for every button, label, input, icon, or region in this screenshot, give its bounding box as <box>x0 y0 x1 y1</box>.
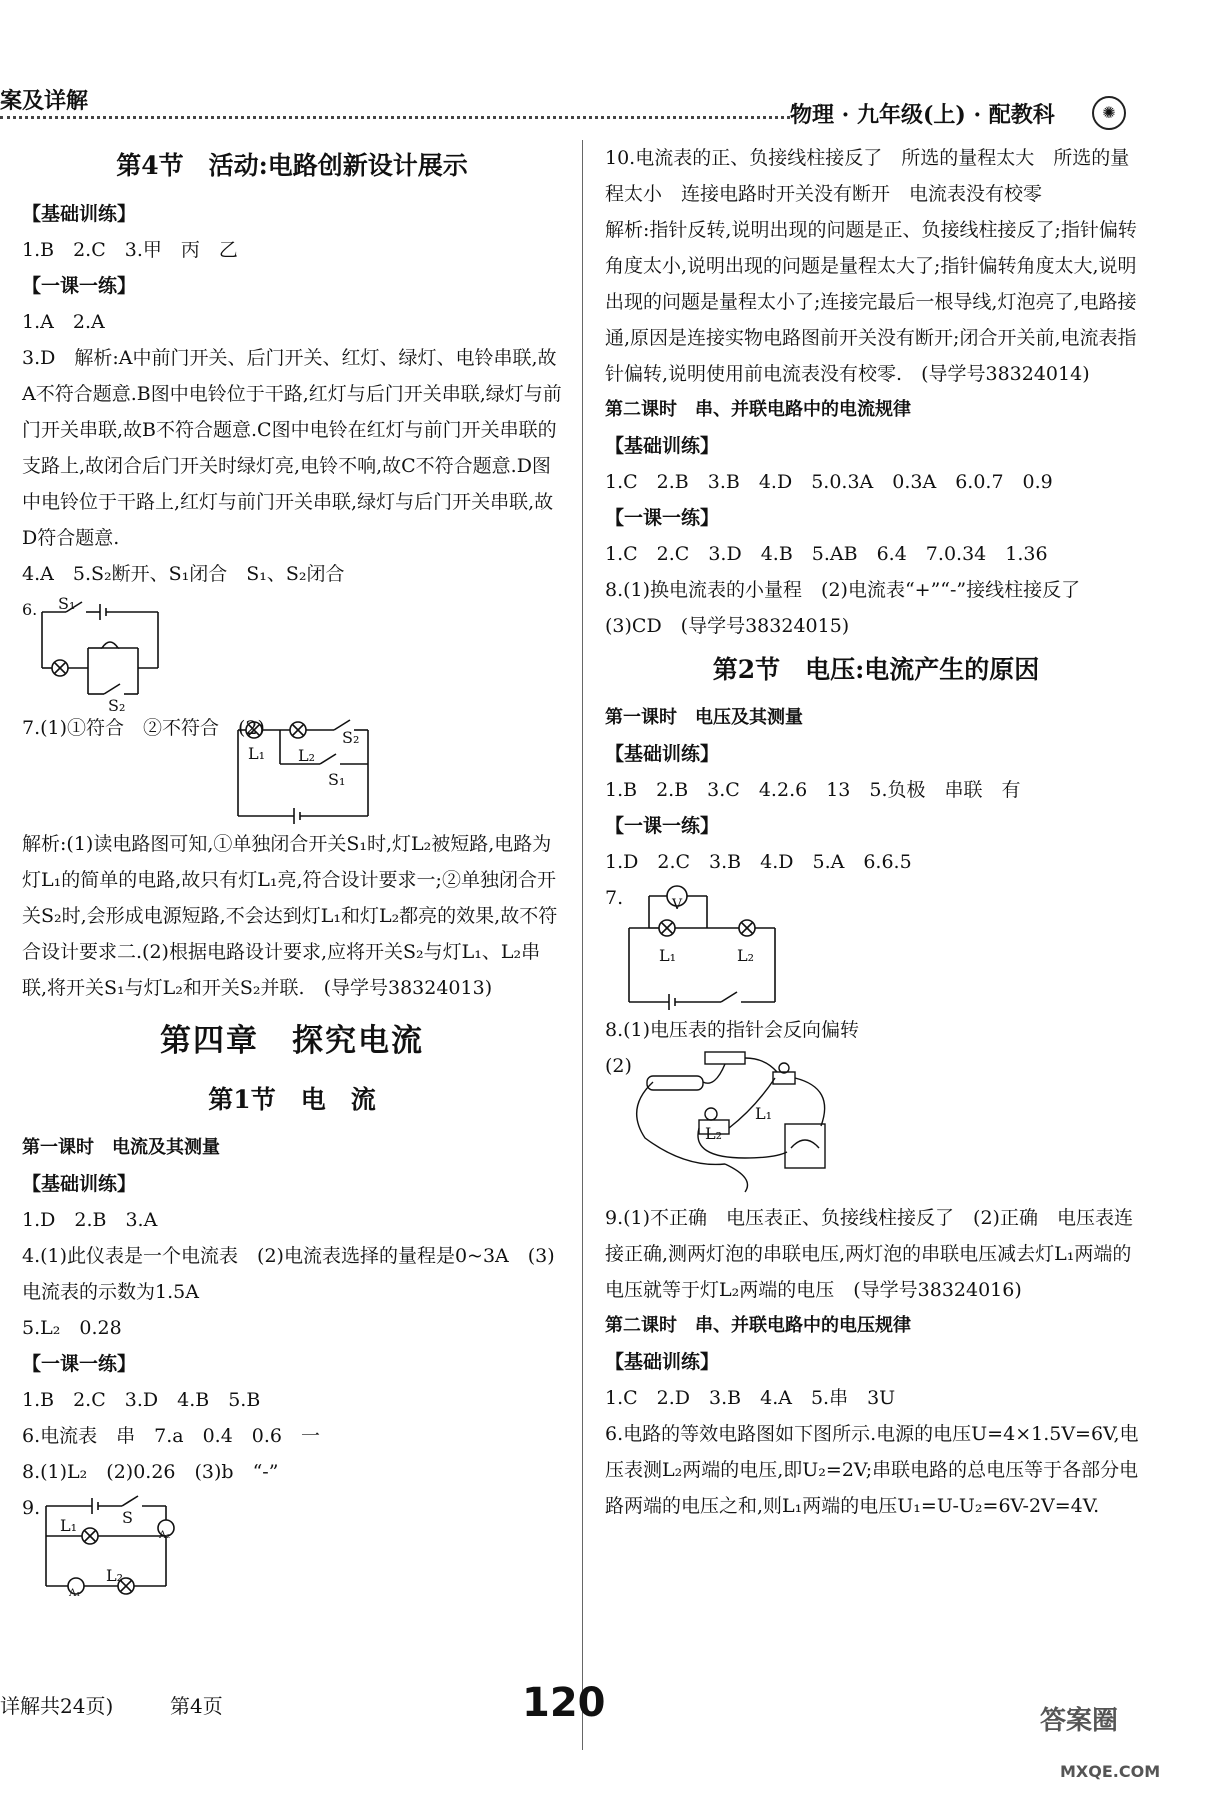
lamp-label: L₂ <box>705 1124 723 1143</box>
chapter-title: 第四章 探究电流 <box>160 1023 424 1059</box>
circuit-figure-6 <box>22 592 562 715</box>
answer-line: 1.A 2.A <box>22 311 105 333</box>
circuit-diagram <box>625 882 785 1010</box>
answer-line: 1.C 2.C 3.D 4.B 5.AB 6.4 7.0.34 1.36 <box>605 543 1048 565</box>
switch-label: S₂ <box>108 696 126 715</box>
lesson-title: 第一课时 电压及其测量 <box>605 707 803 728</box>
answer-line: 7.(1)①符合 ②不符合 (2) <box>22 717 265 739</box>
globe-icon: ✺ <box>1092 96 1126 130</box>
switch-label: S <box>122 1508 133 1527</box>
subsection-label: 【一课一练】 <box>22 275 137 297</box>
switch-label: S₁ <box>58 594 76 613</box>
answer-line: 1.C 2.D 3.B 4.A 5.串 3U <box>605 1387 896 1409</box>
subsection-label: 【基础训练】 <box>605 743 720 765</box>
footer-page: 第4页 <box>170 1694 223 1718</box>
answer-paragraph: 9.(1)不正确 电压表正、负接线柱接反了 (2)正确 电压表连接正确,测两灯泡的串联电压,两灯泡的串联电压减去灯L₁两端的电压就等于灯L₂两端的电压 (导学号38324016) <box>605 1207 1133 1301</box>
answer-line: 6.电流表 串 7.a 0.4 0.6 一 <box>22 1425 321 1447</box>
wiring-figure-8 <box>605 1048 1147 1200</box>
subsection-label: 【一课一练】 <box>605 507 720 529</box>
subsection-label: 【一课一练】 <box>605 815 720 837</box>
lesson-title: 第二课时 串、并联电路中的电流规律 <box>605 399 911 420</box>
answer-line: 8.(1)电压表的指针会反向偏转 <box>605 1019 860 1041</box>
answer-paragraph: 3.D 解析:A中前门开关、后门开关、红灯、绿灯、电铃串联,故A不符合题意.B图中电铃位于干路,红灯与后门开关串联,绿灯与前门开关串联,故B不符合题意.C图中电铃在红灯与前门开关串联的支路上,故闭合后门开关时绿灯亮,电铃不响,故C不符合题意.D图中电铃位于干路上,红灯与前门开关串联,绿灯与后门开关串联,故D符合题意. <box>22 347 562 549</box>
switch-label: S₂ <box>342 728 360 747</box>
circuit-figure-9 <box>22 1490 562 1600</box>
ammeter-label: A₁ <box>69 1588 81 1599</box>
circuit-figure-7 <box>22 710 562 826</box>
header-right: 物理 · 九年级(上) · 配教科 <box>790 102 1055 128</box>
subsection-label: 【基础训练】 <box>22 1173 137 1195</box>
answer-line: 1.B 2.C 3.D 4.B 5.B <box>22 1389 261 1411</box>
circuit-figure-7r <box>605 880 1147 1012</box>
subsection-label: 【基础训练】 <box>605 435 720 457</box>
answer-paragraph: 6.电路的等效电路图如下图所示.电源的电压U=4×1.5V=6V,电压表测L₂两端的电压,即U₂=2V;串联电路的总电压等于各部分电路两端的电压之和,则L₁两端的电压U₁=U-U₂=6V-2V=4V. <box>605 1423 1139 1517</box>
question-number: 9. <box>22 1497 41 1519</box>
section-title: 第2节 电压:电流产生的原因 <box>712 655 1040 684</box>
dotted-rule <box>0 116 790 119</box>
page-number: 120 <box>522 1680 606 1726</box>
answer-paragraph: 10.电流表的正、负接线柱接反了 所选的量程太大 所选的量程太小 连接电路时开关没有断开 电流表没有校零 <box>605 147 1130 205</box>
answer-paragraph: 4.(1)此仪表是一个电流表 (2)电流表选择的量程是0~3A (3)电流表的示数为1.5A <box>22 1245 555 1303</box>
question-number: 7. <box>605 887 624 909</box>
answer-paragraph: 解析:(1)读电路图可知,①单独闭合开关S₁时,灯L₂被短路,电路为灯L₁的简单的电路,故只有灯L₁亮,符合设计要求一;②单独闭合开关S₂时,会形成电源短路,不会达到灯L₁和灯L₂都亮的效果,故不符合设计要求二.(2)根据电路设计要求,应将开关S₂与灯L₁、L₂串联,将开关S₁与灯L₂和开关S₂并联. (导学号38324013) <box>22 833 558 999</box>
lamp-label: L₁ <box>755 1104 773 1123</box>
lamp-label: L₂ <box>106 1566 124 1585</box>
lesson-title: 第一课时 电流及其测量 <box>22 1137 220 1158</box>
watermark-url: MXQE.COM <box>1060 1762 1161 1781</box>
answer-line: 8.(1)L₂ (2)0.26 (3)b “-” <box>22 1461 279 1483</box>
column-divider <box>582 140 583 1750</box>
answer-line: 1.C 2.B 3.B 4.D 5.0.3A 0.3A 6.0.7 0.9 <box>605 471 1053 493</box>
footer-left: 详解共24页) <box>0 1694 114 1718</box>
wiring-diagram <box>625 1048 845 1196</box>
subsection-label: 【一课一练】 <box>22 1353 137 1375</box>
lesson-title: 第二课时 串、并联电路中的电压规律 <box>605 1315 911 1336</box>
right-column <box>605 140 1147 1524</box>
answer-line: 4.A 5.S₂断开、S₁闭合 S₁、S₂闭合 <box>22 563 345 585</box>
question-number: 6. <box>22 600 38 619</box>
lamp-label: L₁ <box>248 744 266 763</box>
subsection-label: 【基础训练】 <box>22 203 137 225</box>
section-title: 第4节 活动:电路创新设计展示 <box>116 151 468 180</box>
voltmeter-label: V <box>672 897 683 913</box>
section-title: 第1节 电 流 <box>208 1085 376 1114</box>
left-column <box>22 140 562 1600</box>
answer-paragraph: 8.(1)换电流表的小量程 (2)电流表“+”“-”接线柱接反了 (3)CD (导学号38324015) <box>605 579 1100 637</box>
switch-label: S₁ <box>328 770 346 789</box>
answer-line: 1.B 2.C 3.甲 丙 乙 <box>22 239 238 261</box>
answer-line: 1.D 2.C 3.B 4.D 5.A 6.6.5 <box>605 851 912 873</box>
answer-line: 1.B 2.B 3.C 4.2.6 13 5.负极 串联 有 <box>605 779 1021 801</box>
question-number: (2) <box>605 1055 632 1077</box>
watermark-logo: 答案圈 <box>1040 1706 1119 1736</box>
answer-paragraph: 解析:指针反转,说明出现的问题是正、负接线柱接反了;指针偏转角度太小,说明出现的问题是量程太大了;指针偏转角度太大,说明出现的问题是量程太小了;连接完最后一根导线,灯泡亮了,电路接通,原因是连接实物电路图前开关没有断开;闭合开关前,电流表指针偏转,说明使用前电流表没有校零. (导学号38324014) <box>605 219 1137 385</box>
lamp-label: L₂ <box>298 746 316 765</box>
lamp-label: L₁ <box>60 1516 78 1535</box>
lamp-label: L₂ <box>737 946 755 965</box>
subsection-label: 【基础训练】 <box>605 1351 720 1373</box>
lamp-label: L₁ <box>659 946 677 965</box>
header-left: 案及详解 <box>0 88 89 114</box>
answer-line: 5.L₂ 0.28 <box>22 1317 122 1339</box>
answer-line: 1.D 2.B 3.A <box>22 1209 158 1231</box>
ammeter-label: A₂ <box>159 1530 171 1541</box>
